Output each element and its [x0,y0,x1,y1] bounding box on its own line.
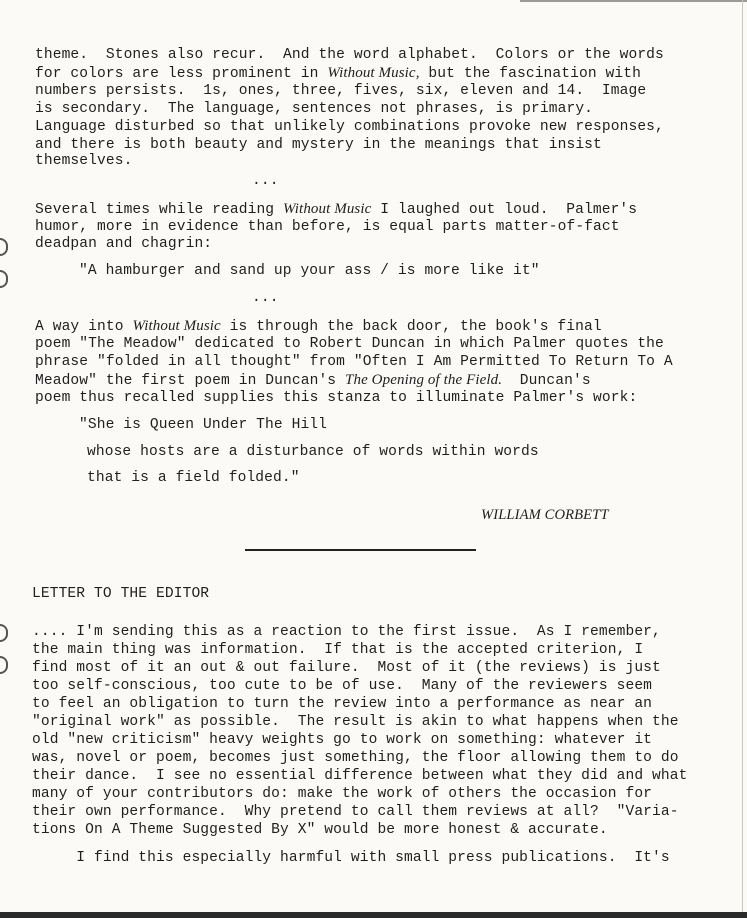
page-edge-top [520,0,747,2]
text-line: was, novel or poem, becomes just something, the floor allowing them to do [32,750,679,766]
section-ellipsis: ... [252,290,279,306]
text-line: to feel an obligation to turn the review into a performance as near an [32,696,653,712]
text-line: "original work" as possible. The result is akin to what happens when the [32,714,679,730]
block-quote-line: whose hosts are a disturbance of words within words [87,444,539,460]
text-line: their own performance. Why pretend to call them reviews at all? "Varia- [32,804,679,820]
section-ellipsis: ... [252,173,279,189]
text-line: .... I'm sending this as a reaction to the first issue. As I remember, [32,624,661,640]
text-line: tions On A Theme Suggested By X" would be more honest & accurate. [32,822,608,838]
page-edge-right [742,0,743,918]
text-line: Language disturbed so that unlikely combinations provoke new responses, [35,119,664,135]
text-line: poem thus recalled supplies this stanza to illuminate Palmer's work: [35,390,638,406]
block-quote-line: "She is Queen Under The Hill [79,417,328,433]
block-quote-line: that is a field folded." [87,470,300,486]
section-divider [245,549,476,551]
page-edge-bottom [0,912,747,918]
text-line: is secondary. The language, sentences not phrases, is primary. [35,101,594,117]
book-title: Without Music, [327,65,420,81]
text-line: for colors are less prominent in Without Music, but the fascination with [35,65,641,82]
punch-hole-mark [0,656,8,674]
text-line: poem "The Meadow" dedicated to Robert Duncan in which Palmer quotes the [35,336,664,352]
book-title: The Opening of the Field. [345,372,503,388]
text-line: phrase "folded in all thought" from "Often I Am Permitted To Return To A [35,354,673,370]
book-title: Without Music [283,201,372,217]
text-line: numbers persists. 1s, ones, three, fives, six, eleven and 14. Image [35,83,647,99]
text-line: deadpan and chagrin: [35,236,213,252]
text-line: and there is both beauty and mystery in the meanings that insist [35,137,602,153]
text-line: humor, more in evidence than before, is equal parts matter-of-fact [35,219,620,235]
text-line: themselves. [35,153,133,169]
text-line: the main thing was information. If that is the accepted criterion, I [32,642,644,658]
text-line: theme. Stones also recur. And the word alphabet. Colors or the words [35,47,664,63]
text-line: I find this especially harmful with small press publications. It's [32,850,670,866]
text-line: Meadow" the first poem in Duncan's The Opening of the Field. Duncan's [35,372,591,389]
section-heading: LETTER TO THE EDITOR [32,586,210,602]
punch-hole-mark [0,238,8,256]
text-line: their dance. I see no essential difference between what they did and what [32,768,688,784]
text-line: Several times while reading Without Music I laughed out loud. Palmer's [35,201,638,218]
punch-hole-mark [0,624,8,642]
block-quote: "A hamburger and sand up your ass / is more like it" [79,263,540,279]
text-line: many of your contributors do: make the work of others the occasion for [32,786,653,802]
punch-hole-mark [0,270,8,288]
text-line: old "new criticism" heavy weights go to work on something: whatever it [32,732,653,748]
text-line: find most of it an out & out failure. Most of it (the reviews) is just [32,660,661,676]
text-line: A way into Without Music is through the back door, the book's final [35,318,602,335]
text-line: too self-conscious, too cute to be of use. Many of the reviewers seem [32,678,653,694]
author-signature: WILLIAM CORBETT [481,507,609,523]
book-title: Without Music [132,318,221,334]
